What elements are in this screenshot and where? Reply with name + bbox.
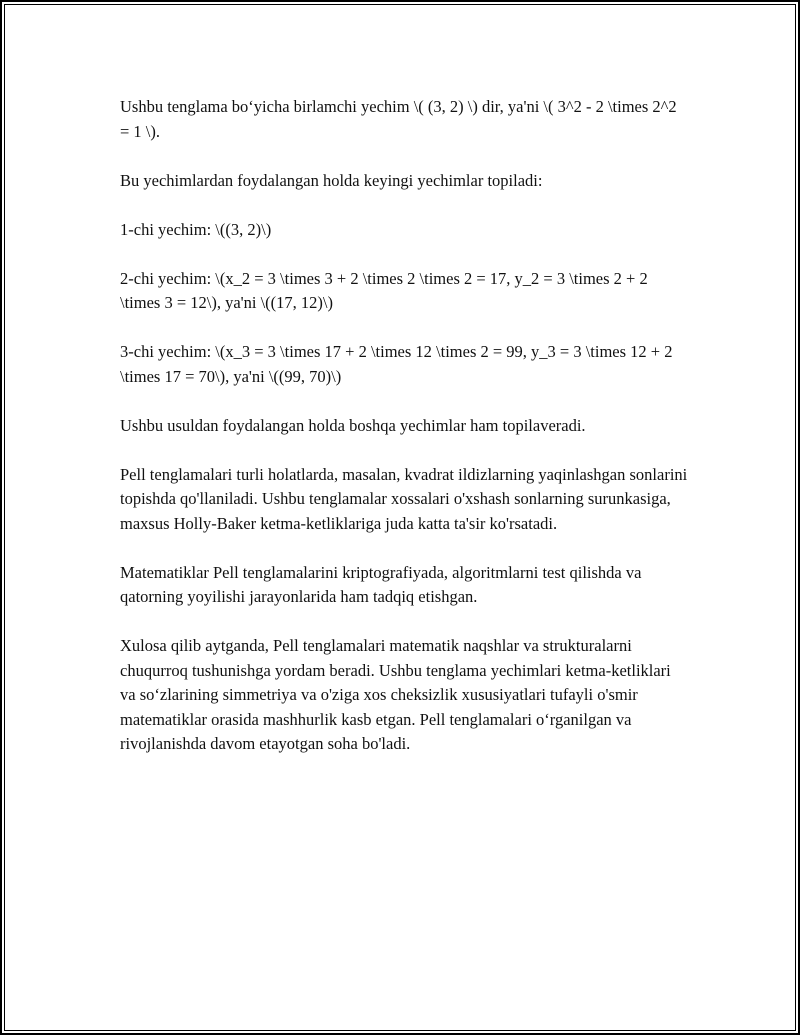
paragraph-next-solutions-intro: Bu yechimlardan foydalangan holda keyingi yechimlar topiladi: bbox=[120, 170, 543, 190]
paragraph-primary-solution: Ushbu tenglama bo‘yicha birlamchi yechim \( (3, 2) \) dir, ya'ni \( 3^2 - 2 \times 2^2 = 1 \). bbox=[120, 97, 677, 141]
paragraph-method-note: Ushbu usuldan foydalangan holda boshqa yechimlar ham topilaveradi. bbox=[120, 415, 586, 435]
document-body bbox=[120, 95, 690, 781]
paragraph-solution-2: 2-chi yechim: \(x_2 = 3 \times 3 + 2 \times 2 \times 2 = 17, y_2 = 3 \times 2 + 2 \times 3 = 12\), ya'ni \((17, 12)\) bbox=[120, 268, 648, 312]
paragraph-solution-1: 1-chi yechim: \((3, 2)\) bbox=[120, 219, 272, 239]
paragraph-applications: Pell tenglamalari turli holatlarda, masalan, kvadrat ildizlarning yaqinlashgan sonlarini topishda qo'llaniladi. Ushbu tenglamalar xossalari o'xshash sonlarning surunkasiga, maxsus Holly-Baker ketma-ketliklariga juda katta ta'sir ko'rsatadi. bbox=[120, 464, 688, 533]
paragraph-solution-3: 3-chi yechim: \(x_3 = 3 \times 17 + 2 \times 12 \times 2 = 99, y_3 = 3 \times 12 + 2 \times 17 = 70\), ya'ni \((99, 70)\) bbox=[120, 342, 673, 386]
paragraph-conclusion: Xulosa qilib aytganda, Pell tenglamalari matematik naqshlar va strukturalarni chuqurroq tushunishga yordam beradi. Ushbu tenglama yechimlari ketma-ketliklari va so‘zlarining simmetriya va o'ziga xos cheksizlik xususiyatlari tufayli o'smir matematiklar orasida mashhurlik kasb etgan. Pell tenglamalari o‘rganilgan va rivojlanishda davom etayotgan soha bo'ladi. bbox=[120, 636, 671, 753]
paragraph-research: Matematiklar Pell tenglamalarini kriptografiyada, algoritmlarni test qilishda va qatorning yoyilishi jarayonlarida ham tadqiq etishgan. bbox=[120, 562, 642, 606]
